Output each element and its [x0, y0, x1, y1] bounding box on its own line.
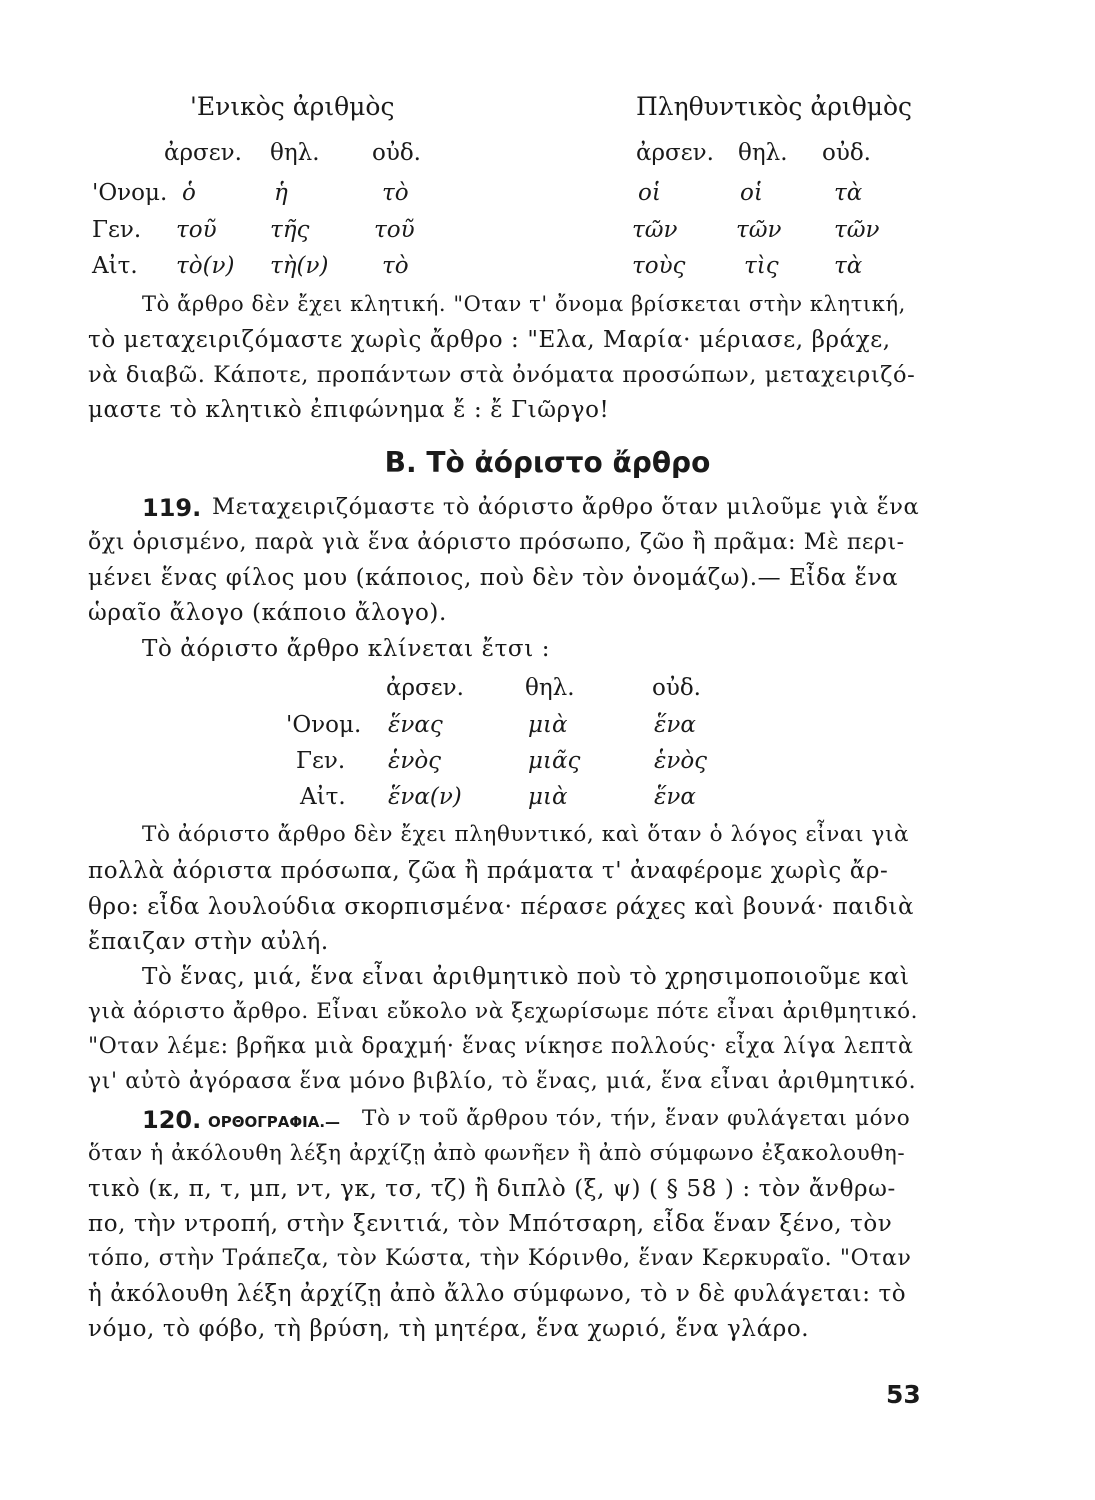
t2-case: 'Ονομ. — [286, 712, 362, 738]
page-number: 53 — [886, 1380, 921, 1409]
s119-line: ὡραῖο ἄλογο (κάποιο ἄλογο). — [88, 600, 447, 626]
cell: τὸ(ν) — [176, 253, 235, 279]
para3-line: Τὸ ἕνας, μιά, ἕνα εἶναι ἀριθμητικὸ ποὺ τὸ χρησιμοποιοῦμε καὶ — [142, 964, 910, 990]
section-label-orthography: ΟΡΘΟΓΡΑΦΙΑ.— — [208, 1113, 341, 1131]
section-heading: Β. Τὸ ἀόριστο ἄρθρο — [384, 446, 711, 479]
para3-line: γιὰ ἀόριστο ἄρθρο. Εἶναι εὔκολο νὰ ξεχωρίσωμε πότε εἶναι ἀριθμητικό. — [88, 999, 919, 1024]
para1-line: νὰ διαβῶ. Κάποτε, προπάντων στὰ ὀνόματα προσώπων, μεταχειριζό- — [88, 362, 916, 388]
section-number-120: 120. — [142, 1106, 202, 1134]
t2-cell: ἕνα — [654, 784, 696, 810]
t2-cell: ἑνὸς — [654, 748, 708, 774]
cell: τοῦ — [176, 217, 217, 243]
t2-cell: μιὰ — [528, 784, 568, 810]
cell: τοὺς — [632, 253, 686, 279]
t2-case: Γεν. — [296, 748, 346, 774]
gender-masc-pl: ἀρσεν. — [636, 140, 714, 166]
t2-cell: ἑνὸς — [388, 748, 442, 774]
cell: τῶν — [834, 217, 880, 243]
cell: τοῦ — [374, 217, 415, 243]
para2-line: ἔπαιζαν στὴν αὐλή. — [88, 929, 329, 955]
para2-line: θρο: εἶδα λουλούδια σκορπισμένα· πέρασε ράχες καὶ βουνά· παιδιὰ — [88, 894, 915, 920]
s120-line: Τὸ ν τοῦ ἄρθρου τόν, τήν, ἕναν φυλάγεται μόνο — [362, 1106, 911, 1131]
cell: τὶς — [744, 253, 779, 279]
t2-cell: μιὰ — [528, 712, 568, 738]
cell: ὁ — [182, 180, 196, 206]
t2-gender-neut: οὐδ. — [652, 675, 701, 701]
gender-masc-sg: ἀρσεν. — [164, 140, 242, 166]
t2-gender-fem: θηλ. — [525, 675, 575, 701]
s119-line: Μεταχειριζόμαστε τὸ ἀόριστο ἄρθρο ὅταν μιλοῦμε γιὰ ἕνα — [212, 494, 920, 520]
s119-line: μένει ἕνας φίλος μου (κάποιος, ποὺ δὲν τὸν ὀνομάζω).— Εἶδα ἕνα — [88, 565, 899, 591]
cell: τὸ — [382, 253, 409, 279]
para2-line: πολλὰ ἀόριστα πρόσωπα, ζῶα ἢ πράματα τ' ἀναφέρομε χωρὶς ἄρ- — [88, 858, 889, 884]
para3-line: γι' αὐτὸ ἀγόρασα ἕνα μόνο βιβλίο, τὸ ἕνας, μιά, ἕνα εἶναι ἀριθμητικό. — [88, 1069, 917, 1094]
para1-line: Τὸ ἄρθρο δὲν ἔχει κλητική. "Οταν τ' ὄνομα βρίσκεται στὴν κλητική, — [142, 292, 906, 316]
s120-line: τόπο, στὴν Τράπεζα, τὸν Κώστα, τὴν Κόρινθο, ἕναν Κερκυραῖο. "Οταν — [88, 1246, 912, 1271]
case-genitive: Γεν. — [92, 217, 142, 243]
gender-fem-sg: θηλ. — [270, 140, 320, 166]
t2-cell: ἕνα(ν) — [388, 784, 462, 810]
s120-line: νόμο, τὸ φόβο, τὴ βρύση, τὴ μητέρα, ἕνα χωριό, ἕνα γλάρο. — [88, 1316, 810, 1342]
s119-line: Τὸ ἀόριστο ἄρθρο κλίνεται ἔτσι : — [142, 636, 551, 662]
t2-cell: ἕνα — [654, 712, 696, 738]
cell: οἱ — [638, 180, 661, 206]
case-nominative: 'Ονομ. — [92, 180, 168, 206]
case-accusative: Αἰτ. — [92, 253, 138, 279]
plural-title: Πληθυντικὸς ἀριθμὸς — [636, 92, 913, 121]
cell: τὸ — [382, 180, 409, 206]
cell: τὰ — [834, 180, 863, 206]
cell: οἱ — [740, 180, 763, 206]
gender-fem-pl: θηλ. — [738, 140, 788, 166]
cell: τῶν — [632, 217, 678, 243]
gender-neut-sg: οὐδ. — [372, 140, 421, 166]
cell: τῶν — [736, 217, 782, 243]
s119-line: ὄχι ὁρισμένο, παρὰ γιὰ ἕνα ἀόριστο πρόσωπο, ζῶο ἢ πρᾶμα: Μὲ περι- — [88, 530, 905, 555]
para1-line: μαστε τὸ κλητικὸ ἐπιφώνημα ἔ : ἔ Γιῶργο! — [88, 397, 610, 423]
gender-neut-pl: οὐδ. — [822, 140, 871, 166]
cell: τὴ(ν) — [270, 253, 329, 279]
s120-line: τικὸ (κ, π, τ, μπ, ντ, γκ, τσ, τζ) ἢ διπλὸ (ξ, ψ) ( § 58 ) : τὸν ἄνθρω- — [88, 1176, 896, 1202]
t2-cell: μιᾶς — [528, 748, 581, 774]
singular-title: 'Ενικὸς ἀριθμὸς — [190, 92, 395, 121]
t2-case: Αἰτ. — [300, 784, 346, 810]
t2-cell: ἕνας — [388, 712, 443, 738]
s120-line: πο, τὴν ντροπή, στὴν ξενιτιά, τὸν Μπότσαρη, εἶδα ἕναν ξένο, τὸν — [88, 1211, 893, 1237]
section-number-119: 119. — [142, 494, 202, 522]
cell: τῆς — [270, 217, 310, 243]
t2-gender-masc: ἀρσεν. — [386, 675, 464, 701]
para2-line: Τὸ ἀόριστο ἄρθρο δὲν ἔχει πληθυντικό, καὶ ὅταν ὁ λόγος εἶναι γιὰ — [142, 822, 910, 847]
para1-line: τὸ μεταχειριζόμαστε χωρὶς ἄρθρο : "Ελα, Μαρία· μέριασε, βράχε, — [88, 327, 891, 353]
cell: ἡ — [274, 180, 288, 206]
s120-line: ἡ ἀκόλουθη λέξη ἀρχίζῃ ἀπὸ ἄλλο σύμφωνο, τὸ ν δὲ φυλάγεται: τὸ — [88, 1281, 907, 1307]
cell: τὰ — [834, 253, 863, 279]
s120-line: ὅταν ἡ ἀκόλουθη λέξη ἀρχίζῃ ἀπὸ φωνῆεν ἢ ἀπὸ σύμφωνο ἐξακολουθη- — [88, 1141, 906, 1166]
para3-line: "Οταν λέμε: βρῆκα μιὰ δραχμή· ἕνας νίκησε πολλούς· εἶχα λίγα λεπτὰ — [88, 1034, 914, 1059]
